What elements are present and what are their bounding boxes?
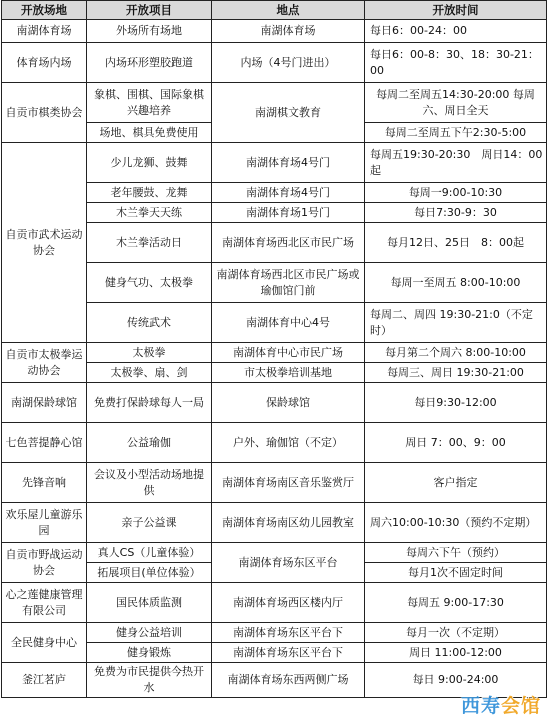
program-cell: 太极拳 [87,343,212,363]
program-cell: 公益瑜伽 [87,423,212,463]
table-row [2,503,547,543]
table-row [2,43,547,83]
program-cell: 免费打保龄球每人一局 [87,383,212,423]
venue-schedule-table [1,0,547,698]
program-cell: 场地、棋具免费使用 [87,123,212,143]
time-cell: 每月一次（不定期） [365,623,547,643]
time-cell: 每周一至周五 8:00-10:00 [365,263,547,303]
location-cell: 市太极拳培训基地 [212,363,365,383]
location-cell: 南湖体育中心市民广场 [212,343,365,363]
time-cell: 每月第二个周六 8:00-10:00 [365,343,547,363]
table-row [2,463,547,503]
location-cell: 南湖体育场西北区市民广场或瑜伽馆门前 [212,263,365,303]
time-cell: 每周五19:30-20:30 周日14：00起 [365,143,547,183]
time-cell: 每周二、周四 19:30-21:0（不定时） [365,303,547,343]
venue-cell: 体育场内场 [2,43,87,83]
table-row [2,423,547,463]
location-cell: 南湖体育场4号门 [212,143,365,183]
venue-cell: 南湖体育场 [2,20,87,43]
program-cell: 国民体质监测 [87,583,212,623]
location-cell: 南湖体育中心4号 [212,303,365,343]
venue-cell: 釜江茗庐 [2,663,87,698]
program-cell: 少儿龙狮、鼓舞 [87,143,212,183]
time-cell: 每周二至周五14:30-20:00 每周六、周日全天 [365,83,547,123]
time-cell: 每月1次不固定时间 [365,563,547,583]
header-program: 开放项目 [87,1,212,20]
program-cell: 健身公益培训 [87,623,212,643]
program-cell: 象棋、围棋、国际象棋兴趣培养 [87,83,212,123]
time-cell: 周日 11:00-12:00 [365,643,547,663]
time-cell: 每日6：00-8：30、18：30-21：00 [365,43,547,83]
time-cell: 每周一9:00-10:30 [365,183,547,203]
table-header-row [2,1,547,20]
location-cell: 南湖体育场南区音乐鉴赏厅 [212,463,365,503]
program-cell: 木兰拳活动日 [87,223,212,263]
program-cell: 亲子公益课 [87,503,212,543]
time-cell: 每周五 9:00-17:30 [365,583,547,623]
table-row [2,383,547,423]
time-cell: 每日6：00-24：00 [365,20,547,43]
location-cell: 户外、瑜伽馆（不定） [212,423,365,463]
location-cell: 南湖体育场1号门 [212,203,365,223]
watermark-part-1: 西寿 [460,695,501,717]
time-cell: 周六10:00-10:30（预约不定期） [365,503,547,543]
venue-cell: 南湖保龄球馆 [2,383,87,423]
table-row [2,583,547,623]
table-row [2,623,547,643]
location-cell: 南湖棋文教育 [212,83,365,143]
location-cell: 保龄球馆 [212,383,365,423]
venue-cell: 自贡市太极拳运动协会 [2,343,87,383]
time-cell: 每周六下午（预约） [365,543,547,563]
location-cell: 南湖体育场 [212,20,365,43]
time-cell: 每日 9:00-24:00 [365,663,547,698]
table-row [2,143,547,183]
location-cell: 南湖体育场西区楼内厅 [212,583,365,623]
location-cell: 南湖体育场南区幼儿园教室 [212,503,365,543]
venue-cell: 自贡市野战运动协会 [2,543,87,583]
program-cell: 健身气功、太极拳 [87,263,212,303]
program-cell: 传统武术 [87,303,212,343]
location-cell: 南湖体育场东区平台 [212,543,365,583]
program-cell: 木兰拳天天练 [87,203,212,223]
venue-cell: 全民健身中心 [2,623,87,663]
venue-cell: 先锋音响 [2,463,87,503]
location-cell: 南湖体育场西北区市民广场 [212,223,365,263]
program-cell: 健身锻炼 [87,643,212,663]
location-cell: 南湖体育场东西两侧广场 [212,663,365,698]
program-cell: 外场所有场地 [87,20,212,43]
table-row [2,20,547,43]
table-row [2,543,547,563]
time-cell: 每周三、周日 19:30-21:00 [365,363,547,383]
program-cell: 会议及小型活动场地提供 [87,463,212,503]
time-cell: 每月12日、25日 8：00起 [365,223,547,263]
time-cell: 每日7:30-9：30 [365,203,547,223]
time-cell: 每日9:30-12:00 [365,383,547,423]
program-cell: 内场环形塑胶跑道 [87,43,212,83]
venue-cell: 心之莲健康管理有限公司 [2,583,87,623]
venue-cell: 自贡市棋类协会 [2,83,87,143]
venue-cell: 七色菩提静心馆 [2,423,87,463]
site-watermark-logo [461,691,541,718]
location-cell: 南湖体育场东区平台下 [212,643,365,663]
header-location: 地点 [212,1,365,20]
program-cell: 免费为市民提供今热开水 [87,663,212,698]
time-cell: 周日 7：00、9：00 [365,423,547,463]
watermark-part-2: 会馆 [500,695,541,717]
header-venue: 开放场地 [2,1,87,20]
table-row [2,83,547,123]
location-cell: 南湖体育场东区平台下 [212,623,365,643]
location-cell: 南湖体育场4号门 [212,183,365,203]
location-cell: 内场（4号门进出） [212,43,365,83]
time-cell: 客户指定 [365,463,547,503]
venue-cell: 自贡市武术运动协会 [2,143,87,343]
program-cell: 真人CS（儿童体验） [87,543,212,563]
venue-cell: 欢乐屋儿童游乐园 [2,503,87,543]
program-cell: 拓展项目(单位体验） [87,563,212,583]
header-time: 开放时间 [365,1,547,20]
program-cell: 太极拳、扇、剑 [87,363,212,383]
program-cell: 老年腰鼓、龙舞 [87,183,212,203]
table-row [2,343,547,363]
time-cell: 每周二至周五下午2:30-5:00 [365,123,547,143]
